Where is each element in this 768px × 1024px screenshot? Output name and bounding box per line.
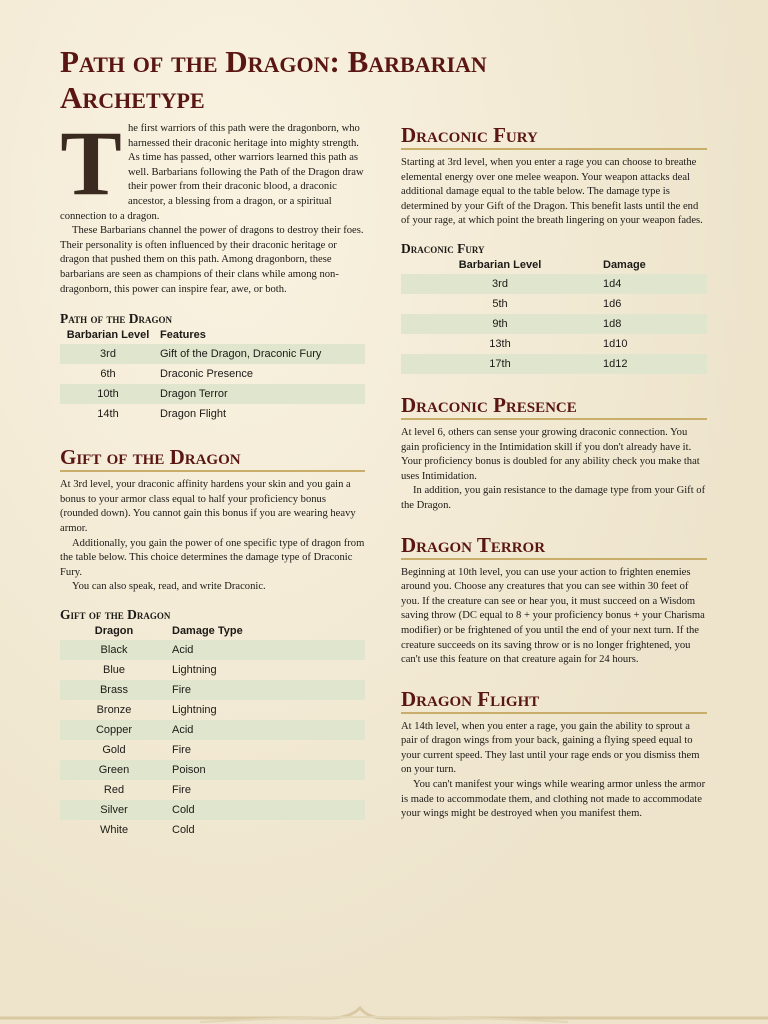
table-cell: Acid — [168, 720, 365, 740]
table-row — [60, 740, 365, 760]
heading-rule — [401, 418, 707, 420]
drop-cap: T — [60, 112, 122, 214]
table-cell: Gift of the Dragon, Draconic Fury — [156, 344, 365, 364]
table-cell: Draconic Presence — [160, 367, 253, 380]
table-cell: Dragon Flight — [160, 407, 227, 420]
gift-table-header-damage: Damage Type — [172, 625, 243, 638]
table-cell: Cold — [172, 823, 195, 836]
table-cell: Brass — [60, 680, 168, 700]
table-cell: Cold — [168, 800, 365, 820]
terror-section — [401, 532, 707, 668]
flight-heading: Dragon Flight — [401, 686, 540, 711]
fury-table-block — [401, 241, 707, 374]
table-row — [60, 820, 365, 840]
path-table-title: Path of the Dragon — [60, 311, 172, 327]
table-cell: Poison — [168, 760, 365, 780]
intro-paragraph-1: he first warriors of this path were the dragonborn, who harnessed their draconic heritage into mighty strength. As time has passed, other warriors learned this path as well. Barbarians following the Path of the Dragon draw their power from their draconic blood, a draconic ancestor, a blessing from a dragon, or a spiritual connection to a dragon. — [60, 123, 364, 222]
table-cell: Fire — [172, 783, 191, 796]
table-cell: 3rd — [401, 274, 599, 294]
table-cell: 17th — [401, 354, 599, 374]
table-cell: 9th — [401, 314, 599, 334]
presence-paragraph-2: In addition, you gain resistance to the damage type from your Gift of the Dragon. — [401, 485, 706, 511]
table-cell: 1d10 — [603, 337, 628, 350]
terror-paragraph-1: Beginning at 10th level, you can use your action to frighten enemies around you. Choose any creatures that you can see within 30 feet of you. If the creature can see or hear you, it must succeed on a Wisdom saving throw (DC equal to 8 + your proficiency bonus + your Charisma modifier) or be frightened of you until the end of your next turn. If the creature succeeds on its saving throw or is no longer frightened, you can't use this feature on that creature again for 24 hours. — [401, 566, 705, 666]
left-column — [60, 112, 365, 840]
table-cell: White — [99, 823, 129, 836]
table-cell: Red — [103, 783, 125, 796]
fury-table-title: Draconic Fury — [401, 240, 485, 256]
table-cell: 10th — [60, 384, 156, 404]
gift-table — [60, 623, 365, 840]
table-row — [60, 344, 365, 364]
fury-heading: Draconic Fury — [401, 123, 538, 147]
table-cell: 6th — [100, 367, 116, 380]
footer-ornament — [0, 994, 768, 1024]
fury-table — [401, 257, 707, 374]
table-cell: Bronze — [96, 703, 132, 716]
table-row — [60, 800, 365, 820]
path-table-header-level: Barbarian Level — [66, 329, 150, 342]
gift-heading: Gift of the Dragon — [60, 445, 241, 470]
table-row — [60, 364, 365, 384]
gift-table-block — [60, 607, 365, 840]
table-row — [401, 294, 707, 314]
presence-paragraph-1: At level 6, others can sense your growing draconic connection. You gain proficiency in the Intimidation skill if you don't already have it. Your proficiency bonus is doubled for any ability check you make that uses Intimidation. — [401, 426, 700, 482]
right-column — [401, 122, 707, 822]
table-cell: 5th — [492, 297, 508, 310]
fury-section — [401, 122, 707, 229]
fury-table-header-level: Barbarian Level — [458, 259, 542, 272]
table-row — [401, 334, 707, 354]
flight-paragraph-2: You can't manifest your wings while wearing armor unless the armor is made to accommodate them, and clothing not made to accommodate your wings might be destroyed when you manifest them. — [401, 779, 706, 820]
flight-paragraph-1: At 14th level, when you enter a rage, you gain the ability to sprout a pair of dragon wings from your back, gaining a flying speed equal to your current speed. They last until your rage ends or you dismiss them on your turn. — [401, 720, 700, 776]
table-row — [60, 680, 365, 700]
gift-paragraph-1: At 3rd level, your draconic affinity hardens your skin and you gain a bonus to your armor class equal to half your proficiency bonus (rounded down). You cannot gain this bonus if you are wearing heavy armor. — [60, 479, 356, 534]
table-row — [60, 700, 365, 720]
heading-rule — [401, 148, 707, 150]
table-cell: 13th — [489, 337, 511, 350]
table-row — [60, 780, 365, 800]
table-cell: Fire — [172, 743, 191, 756]
presence-heading: Draconic Presence — [401, 392, 577, 417]
table-row — [60, 660, 365, 680]
table-cell: Gold — [102, 743, 126, 756]
table-cell: 1d4 — [599, 274, 707, 294]
table-cell: Lightning — [172, 703, 217, 716]
presence-section — [401, 392, 707, 514]
table-cell: 14th — [97, 407, 119, 420]
gift-section — [60, 444, 365, 595]
flight-section — [401, 686, 707, 822]
table-cell: Blue — [102, 663, 126, 676]
fury-paragraph-1: Starting at 3rd level, when you enter a rage you can choose to breathe elemental energy over one melee weapon. Your weapon attacks deal additional damage equal to the table below. The damage type is determined by your Gift of the Dragon. This benefit lasts until the end of your rage, at which point the breath lingering on your weapon fades. — [401, 157, 703, 227]
table-row — [60, 384, 365, 404]
intro-paragraph-2: These Barbarians channel the power of dragons to destroy their foes. Their personality is often influenced by their draconic heritage or dragon that pushed them on this path. Among dragonborn, these barbarians are seen as champions of their clans while among non-dragonborn, this power can inspire fear, awe, or both. — [60, 225, 364, 295]
path-table — [60, 327, 365, 424]
table-row — [60, 640, 365, 660]
heading-rule — [401, 558, 707, 560]
path-table-header-features: Features — [160, 329, 206, 342]
gift-paragraph-2: Additionally, you gain the power of one specific type of dragon from the table below. This choice determines the damage type of Draconic Fury. — [60, 537, 365, 578]
fury-table-header-damage: Damage — [603, 259, 646, 272]
table-row — [60, 720, 365, 740]
table-cell: 3rd — [60, 344, 156, 364]
heading-rule — [401, 712, 707, 714]
table-cell: 1d8 — [599, 314, 707, 334]
heading-rule — [60, 470, 365, 472]
table-row — [401, 274, 707, 294]
page-title: Path of the Dragon: Barbarian Archetype — [60, 44, 487, 115]
table-cell: Copper — [60, 720, 168, 740]
table-row — [60, 404, 365, 424]
table-cell: Fire — [168, 680, 365, 700]
table-cell: Lightning — [172, 663, 217, 676]
gift-table-title: Gift of the Dragon — [60, 606, 171, 622]
table-row — [60, 760, 365, 780]
table-cell: Silver — [60, 800, 168, 820]
gift-paragraph-3: You can also speak, read, and write Draconic. — [72, 581, 266, 593]
table-cell: Dragon Terror — [156, 384, 365, 404]
terror-heading: Dragon Terror — [401, 532, 546, 557]
gift-table-header-dragon: Dragon — [94, 625, 134, 638]
table-row — [401, 354, 707, 374]
table-cell: Black — [60, 640, 168, 660]
table-cell: Acid — [168, 640, 365, 660]
table-cell: 1d12 — [599, 354, 707, 374]
intro — [60, 112, 365, 297]
table-cell: Green — [60, 760, 168, 780]
table-row — [401, 314, 707, 334]
path-table-block — [60, 311, 365, 424]
table-cell: 1d6 — [603, 297, 622, 310]
